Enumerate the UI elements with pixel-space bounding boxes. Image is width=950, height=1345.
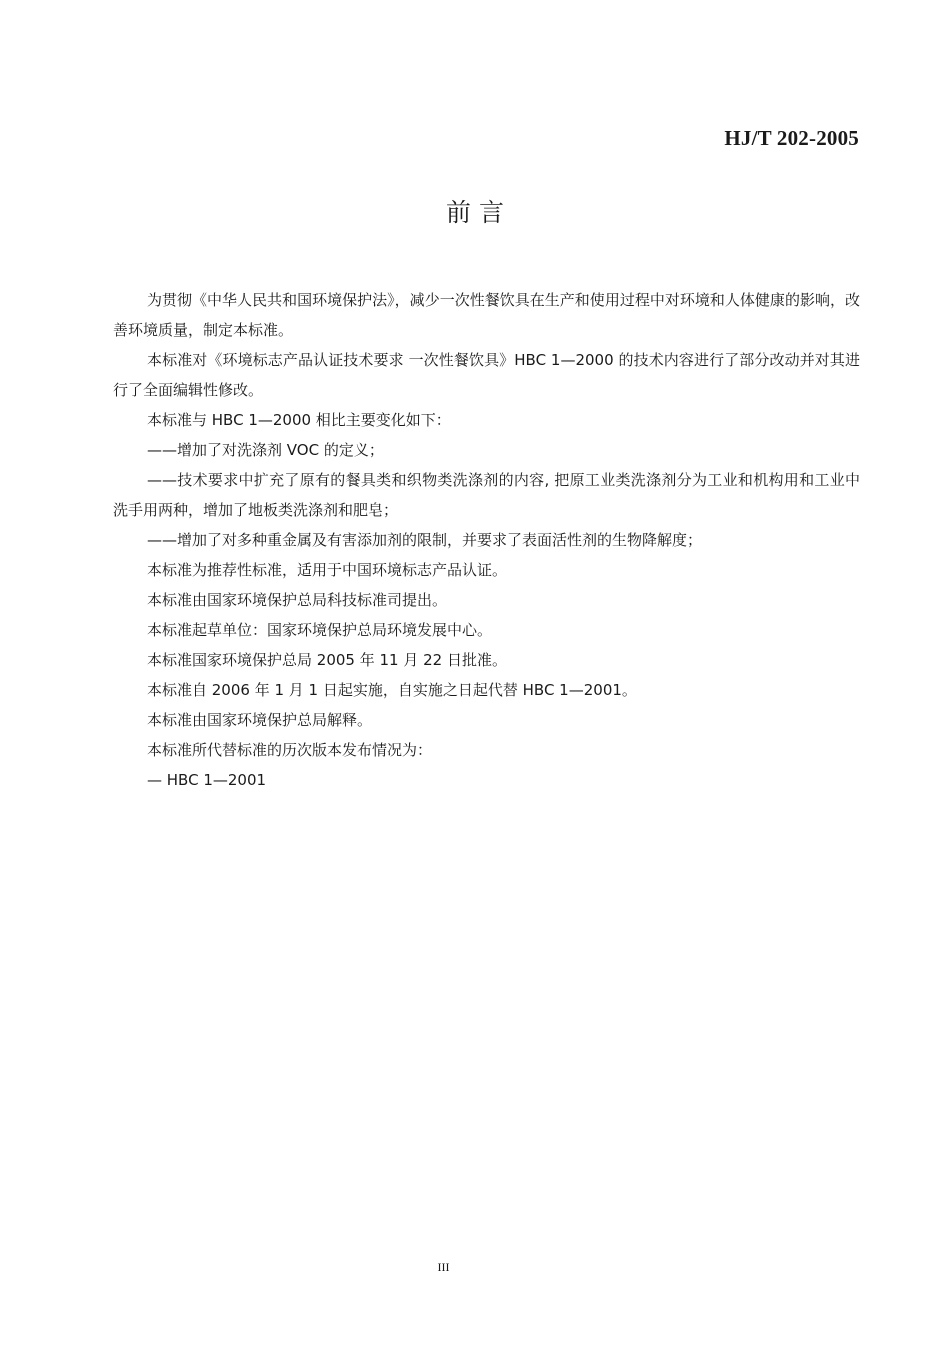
paragraph-changes-intro: 本标准与 HBC 1—2000 相比主要变化如下：	[147, 411, 451, 429]
paragraph-history-intro: 本标准所代替标准的历次版本发布情况为：	[147, 741, 433, 759]
list-item-change-requirements: ——技术要求中扩充了原有的餐具类和织物类洗涤剂的内容, 把原工业类洗涤剂分为工业和机构用和工业中洗手用两种，增加了地板类洗涤剂和肥皂；	[113, 471, 860, 519]
paragraph-purpose: 为贯彻《中华人民共和国环境保护法》，减少一次性餐饮具在生产和使用过程中对环境和人体健康的影响，改善环境质量，制定本标准。	[113, 291, 860, 339]
paragraph-approval: 本标准国家环境保护总局 2005 年 11 月 22 日批准。	[147, 651, 507, 669]
list-item-history-version: — HBC 1—2001	[147, 771, 267, 789]
paragraph-revision: 本标准对《环境标志产品认证技术要求 一次性餐饮具》HBC 1—2000 的技术内容进行了部分改动并对其进行了全面编辑性修改。	[113, 351, 860, 399]
paragraph-effective-date: 本标准自 2006 年 1 月 1 日起实施，自实施之日起代替 HBC 1—2001。	[147, 681, 637, 699]
paragraph-drafting-unit: 本标准起草单位：国家环境保护总局环境发展中心。	[147, 621, 493, 639]
document-body	[113, 285, 860, 795]
list-item-change-voc: ——增加了对洗涤剂 VOC 的定义；	[147, 441, 384, 459]
list-item-change-limits: ——增加了对多种重金属及有害添加剂的限制，并要求了表面活性剂的生物降解度；	[147, 531, 703, 549]
standard-code: HJ/T 202-2005	[724, 126, 859, 150]
page-number: III	[437, 1260, 450, 1274]
paragraph-interpretation: 本标准由国家环境保护总局解释。	[147, 711, 373, 729]
paragraph-proposed-by: 本标准由国家环境保护总局科技标准司提出。	[147, 591, 448, 609]
page-title: 前 言	[446, 198, 504, 227]
paragraph-scope: 本标准为推荐性标准，适用于中国环境标志产品认证。	[147, 561, 508, 579]
